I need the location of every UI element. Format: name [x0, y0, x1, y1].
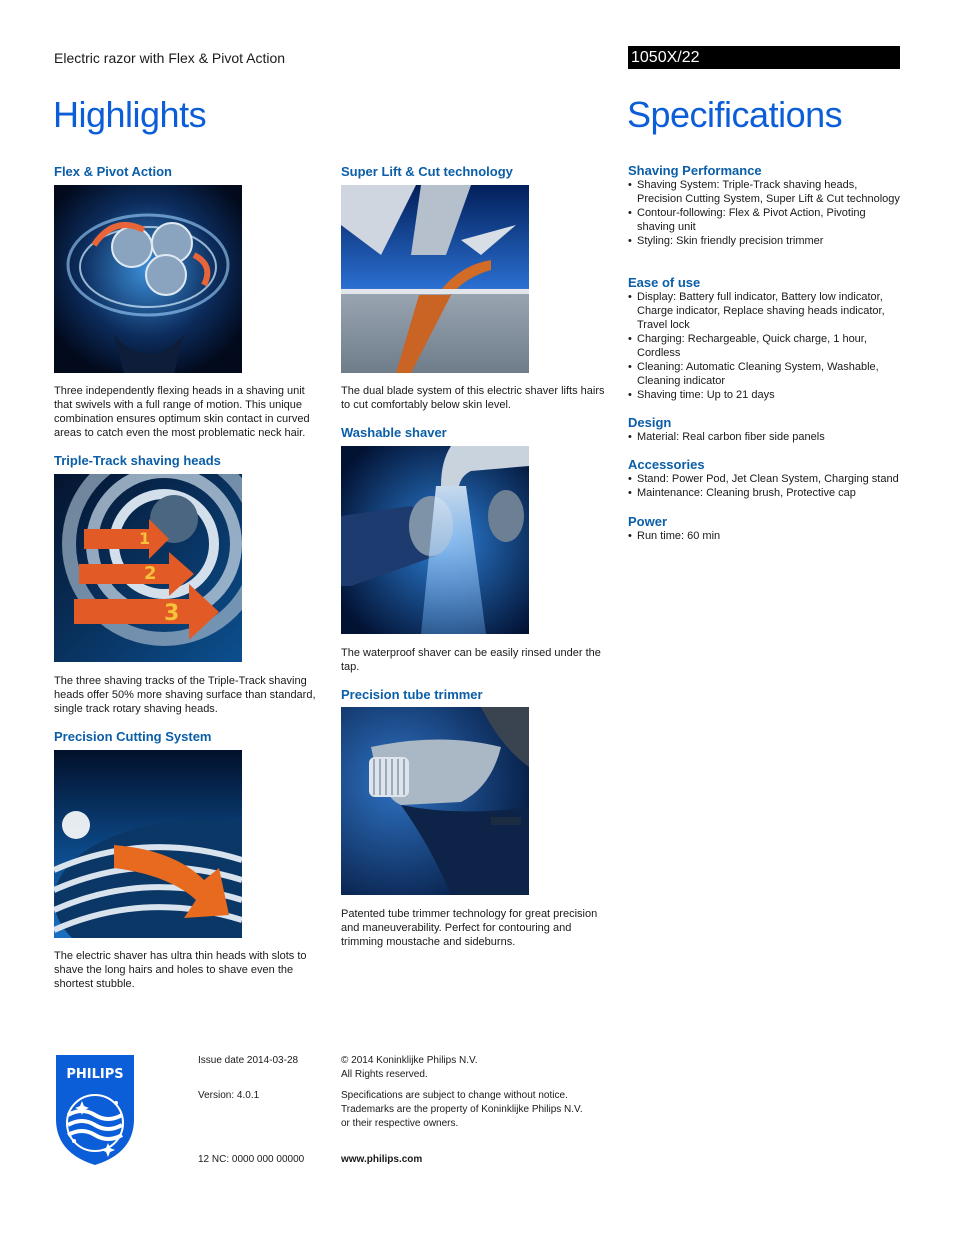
spec-item: • Run time: 60 min: [628, 529, 904, 543]
notice-line: Trademarks are the property of Koninklijke Philips N.V.: [341, 1104, 583, 1115]
twelve-nc: 12 NC: 0000 000 00000: [198, 1154, 305, 1165]
triple-track-image: [54, 474, 242, 662]
product-subtitle: Electric razor with Flex & Pivot Action: [54, 50, 286, 66]
track-label-3: 3: [164, 601, 180, 626]
version: Version: 4.0.1: [198, 1090, 260, 1101]
notice-line: Specifications are subject to change without notice.: [341, 1090, 568, 1101]
spec-list-accessories: [628, 472, 904, 500]
model-number-bar: 1050X/22: [628, 46, 900, 69]
spec-heading-power: Power: [628, 514, 668, 529]
feature-text-washable: The waterproof shaver can be easily rinsed under the tap.: [341, 647, 601, 673]
spec-group-accessories: [628, 457, 904, 500]
spec-item: • Shaving time: Up to 21 days: [628, 388, 904, 402]
feature-title-triple-track: Triple-Track shaving heads: [54, 453, 221, 468]
spec-item: • Charging: Rechargeable, Quick charge, 1 hour, Cordless: [628, 332, 904, 360]
flex-pivot-image: [54, 185, 242, 373]
feature-text-triple-track: The three shaving tracks of the Triple-Track shaving heads offer 50% more shaving surface than standard, single track rotary shaving heads.: [54, 675, 316, 715]
spec-item: • Material: Real carbon fiber side panels: [628, 430, 904, 444]
tube-trimmer-image: [341, 707, 529, 895]
feature-title-super-lift: Super Lift & Cut technology: [341, 164, 513, 179]
feature-title-washable: Washable shaver: [341, 425, 447, 440]
website-link[interactable]: www.philips.com: [341, 1154, 423, 1165]
track-label-2: 2: [144, 563, 157, 584]
spec-group-power: [628, 514, 904, 543]
specifications-title: Specifications: [627, 94, 843, 135]
notice-block: [341, 1089, 583, 1131]
spec-heading-performance: Shaving Performance: [628, 163, 762, 178]
spec-item: • Display: Battery full indicator, Battery low indicator, Charge indicator, Replace shaving heads indicator, Travel lock: [628, 290, 904, 332]
feature-text-super-lift: The dual blade system of this electric shaver lifts hairs to cut comfortably below skin level.: [341, 385, 605, 411]
spec-heading-accessories: Accessories: [628, 457, 705, 472]
notice-line: or their respective owners.: [341, 1118, 459, 1129]
copyright-block: [341, 1054, 478, 1082]
philips-shield-logo: [54, 1053, 136, 1167]
highlights-title: Highlights: [53, 94, 207, 135]
spec-group-performance: [628, 163, 904, 248]
washable-shaver-image: [341, 446, 529, 634]
spec-item: • Contour-following: Flex & Pivot Action, Pivoting shaving unit: [628, 206, 904, 234]
spec-item: • Stand: Power Pod, Jet Clean System, Charging stand: [628, 472, 904, 486]
spec-list-ease: [628, 290, 904, 402]
spec-item: • Cleaning: Automatic Cleaning System, Washable, Cleaning indicator: [628, 360, 904, 388]
rights-line: All Rights reserved.: [341, 1069, 428, 1080]
spec-list-performance: [628, 178, 904, 248]
spec-item: • Styling: Skin friendly precision trimmer: [628, 234, 904, 248]
spec-group-design: [628, 415, 904, 444]
feature-title-precision-cutting: Precision Cutting System: [54, 729, 212, 744]
precision-cutting-image: [54, 750, 242, 938]
issue-date: Issue date 2014-03-28: [198, 1055, 299, 1066]
logo-wordmark: PHILIPS: [66, 1067, 124, 1082]
spec-item: • Shaving System: Triple-Track shaving heads, Precision Cutting System, Super Lift & Cut technology: [628, 178, 904, 206]
copyright-line: © 2014 Koninklijke Philips N.V.: [341, 1055, 478, 1066]
feature-text-precision-cutting: The electric shaver has ultra thin heads with slots to shave the long hairs and holes to shave even the shortest stubble.: [54, 950, 307, 990]
spec-list-power: [628, 529, 904, 543]
spec-group-ease: [628, 275, 904, 402]
track-label-1: 1: [139, 529, 151, 548]
super-lift-image: [341, 185, 529, 373]
feature-text-tube-trimmer: Patented tube trimmer technology for great precision and maneuverability. Perfect for contouring and trimming moustache and sideburns.: [341, 908, 598, 948]
feature-text-flex-pivot: Three independently flexing heads in a shaving unit that swivels with a full range of motion. This unique combination ensures optimum skin contact in curved areas to catch even the most problematic neck hair.: [54, 385, 310, 439]
spec-heading-ease: Ease of use: [628, 275, 701, 290]
spec-item: • Maintenance: Cleaning brush, Protective cap: [628, 486, 904, 500]
feature-title-flex-pivot: Flex & Pivot Action: [54, 164, 172, 179]
spec-heading-design: Design: [628, 415, 672, 430]
feature-title-tube-trimmer: Precision tube trimmer: [341, 687, 483, 702]
spec-list-design: [628, 430, 904, 444]
